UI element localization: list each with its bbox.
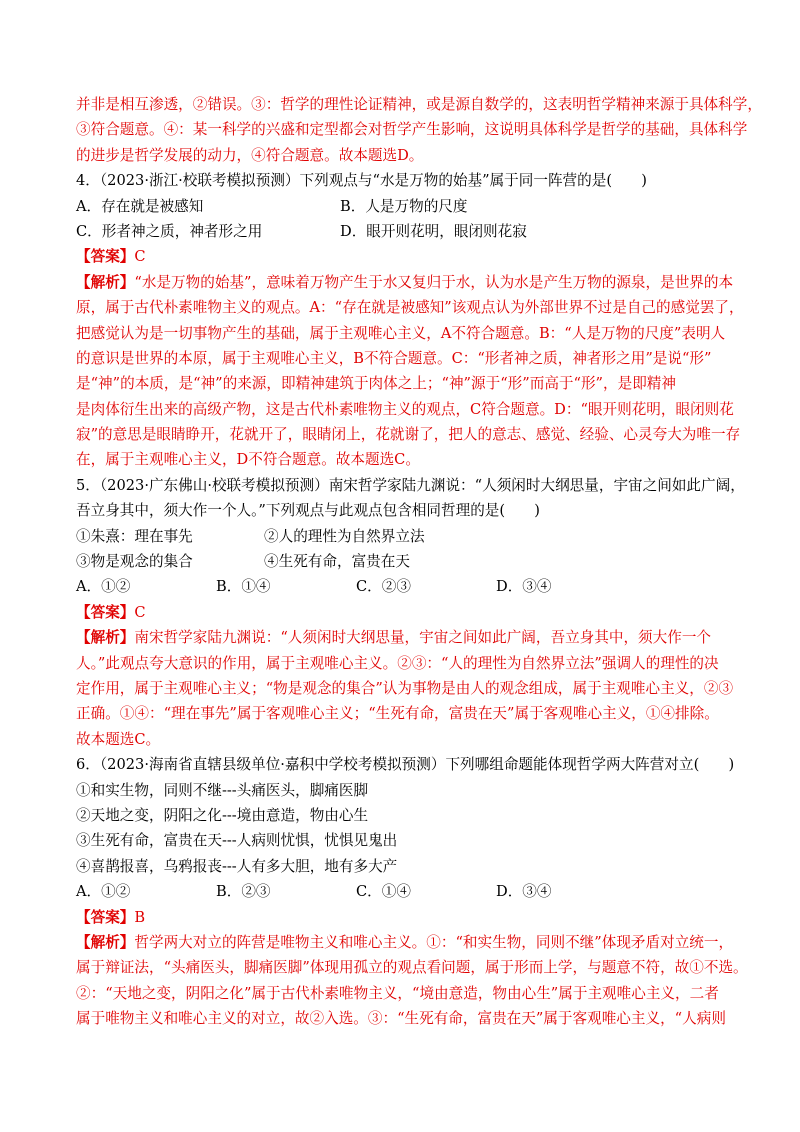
q5-item-4: ④生死有命，富贵在天: [264, 553, 410, 571]
document-page: [76, 92, 762, 1031]
q6-item-2: ②天地之变，阴阳之化---境由意造，物由心生: [76, 806, 369, 824]
q5-analysis-line: 故本题选C。: [76, 730, 161, 748]
q4-analysis-line: 是肉体衍生出来的高级产物，这是古代朴素唯物主义的观点，C符合题意。D：“眼开则花明，眼闭则花: [76, 400, 734, 418]
q5-stem: 5．（2023·广东佛山·校联考模拟预测）南宋哲学家陆九渊说：“人须闲时大纲思量，宇宙之间如此广阔，: [76, 476, 745, 494]
analysis-tag: 【解析】: [76, 629, 135, 647]
q4-answer-value: C: [134, 248, 146, 266]
answer-tag: 【答案】: [76, 908, 135, 926]
q6-analysis-line: 属于辩证法，“头痛医头，脚痛医脚”体现用孤立的观点看问题，属于形而上学，与题意不符，故①不选。: [76, 959, 748, 977]
q5-options-row: [76, 574, 736, 599]
q5-answer: [76, 600, 736, 625]
answer-tag: 【答案】: [76, 248, 135, 266]
q5-items-row: [76, 549, 736, 574]
q6-item-4: ④喜鹊报喜，乌鸦报丧---人有多大胆，地有多大产: [76, 857, 398, 875]
q6-option-c: C．①④: [356, 883, 411, 901]
q4-analysis-line: 寂”的意思是眼睛睁开，花就开了，眼睛闭上，花就谢了，把人的意志、感觉、经验、心灵夸大为唯一存: [76, 426, 741, 444]
q4-stem: 4．（2023·浙江·校联考模拟预测）下列观点与“水是万物的始基”属于同一阵营的是( ): [76, 172, 647, 190]
q6-analysis-line: [76, 930, 736, 955]
analysis-tag: 【解析】: [76, 273, 135, 291]
q5-analysis-line: 正确。①④：“理在事先”属于客观唯心主义；“生死有命，富贵在天”属于客观唯心主义，①④排除。: [76, 705, 719, 723]
q6-answer: [76, 905, 736, 930]
q3-analysis-line: 并非是相互渗透，②错误。③：哲学的理性论证精神，或是源自数学的，这表明哲学精神来源于具体科学，: [76, 96, 762, 113]
q5-item-3: ③物是观念的集合: [76, 553, 193, 571]
q4-option-d: D．眼开则花明，眼闭则花寂: [340, 222, 527, 240]
q4-answer: [76, 244, 736, 269]
q5-analysis-line: 定作用，属于主观唯心主义；“物是观念的集合”认为事物是由人的观念组成，属于主观唯心主义，②③: [76, 679, 734, 697]
q5-item-2: ②人的理性为自然界立法: [264, 527, 425, 545]
q4-options-row: [76, 194, 736, 219]
q4-analysis-line: 把感觉认为是一切事物产生的基础，属于主观唯心主义，A不符合题意。B：“人是万物的尺度”表明人: [76, 324, 726, 342]
q6-analysis-line: 属于唯物主义和唯心主义的对立，故②入选。③：“生死有命，富贵在天”属于客观唯心主义，“人病则: [76, 1010, 726, 1028]
q6-option-a: A．①②: [76, 883, 131, 901]
q4-options-row: [76, 219, 736, 244]
q5-items-row: [76, 524, 736, 549]
q5-option-c: C．②③: [356, 578, 411, 596]
q6-answer-value: B: [134, 908, 146, 926]
answer-tag: 【答案】: [76, 603, 135, 621]
q4-analysis-text: “水是万物的始基”，意味着万物产生于水又复归于水，认为水是产生万物的源泉，是世界的本: [134, 273, 734, 291]
q4-analysis-line: [76, 270, 736, 295]
q5-answer-value: C: [134, 603, 146, 621]
q4-analysis-line: 在，属于主观唯心主义，D不符合题意。故本题选C。: [76, 451, 420, 469]
q6-analysis-text: 哲学两大对立的阵营是唯物主义和唯心主义。①：“和实生物，同则不继”体现矛盾对立统一，: [134, 933, 734, 951]
q6-stem: 6．（2023·海南省直辖县级单位·嘉积中学校考模拟预测）下列哪组命题能体现哲学两大阵营对立( ): [76, 756, 735, 774]
q4-option-c: C．形者神之质，神者形之用: [76, 222, 263, 240]
q6-option-d: D．③④: [496, 883, 552, 901]
q4-option-a: A．存在就是被感知: [76, 197, 204, 215]
q5-option-b: B．①④: [216, 578, 271, 596]
q5-analysis-text: 南宋哲学家陆九渊说：“人须闲时大纲思量，宇宙之间如此广阔，吾立身其中，须大作一个: [134, 629, 712, 647]
q6-option-b: B．②③: [216, 883, 271, 901]
q4-option-b: B．人是万物的尺度: [340, 197, 468, 215]
q6-item-1: ①和实生物，同则不继---头痛医头，脚痛医脚: [76, 781, 369, 799]
q5-analysis-line: 人。”此观点夸大意识的作用，属于主观唯心主义。②③：“人的理性为自然界立法”强调人的理性的决: [76, 654, 719, 672]
q5-item-1: ①朱熹：理在事先: [76, 527, 193, 545]
analysis-tag: 【解析】: [76, 933, 135, 951]
q5-option-d: D．③④: [496, 578, 552, 596]
q4-analysis-line: 的意识是世界的本原，属于主观唯心主义，B不符合题意。C：“形者神之质，神者形之用”是说“形”: [76, 349, 712, 367]
q5-analysis-line: [76, 625, 736, 650]
q3-analysis-line: 的进步是哲学发展的动力，④符合题意。故本题选D。: [76, 146, 424, 164]
q6-item-3: ③生死有命，富贵在天---人病则忧惧，忧惧见鬼出: [76, 832, 398, 850]
q3-analysis-line: ③符合题意。④：某一科学的兴盛和定型都会对哲学产生影响，这说明具体科学是哲学的基础，具体科学: [76, 121, 748, 139]
q5-stem: 吾立身其中，须大作一个人。”下列观点与此观点包含相同哲理的是( ): [76, 502, 540, 520]
q4-analysis-line: 原，属于古代朴素唯物主义的观点。A：“存在就是被感知”该观点认为外部世界不过是自己的感觉罢了，: [76, 299, 744, 317]
q4-analysis-line: 是“神”的本质，是“神”的来源，即精神建筑于肉体之上；“神”源于“形”而高于“形”，是即精神: [76, 375, 676, 393]
q6-analysis-line: ②：“天地之变，阴阳之化”属于古代朴素唯物主义，“境由意造，物由心生”属于主观唯心主义，二者: [76, 984, 719, 1002]
q5-option-a: A．①②: [76, 578, 131, 596]
q6-options-row: [76, 879, 736, 904]
